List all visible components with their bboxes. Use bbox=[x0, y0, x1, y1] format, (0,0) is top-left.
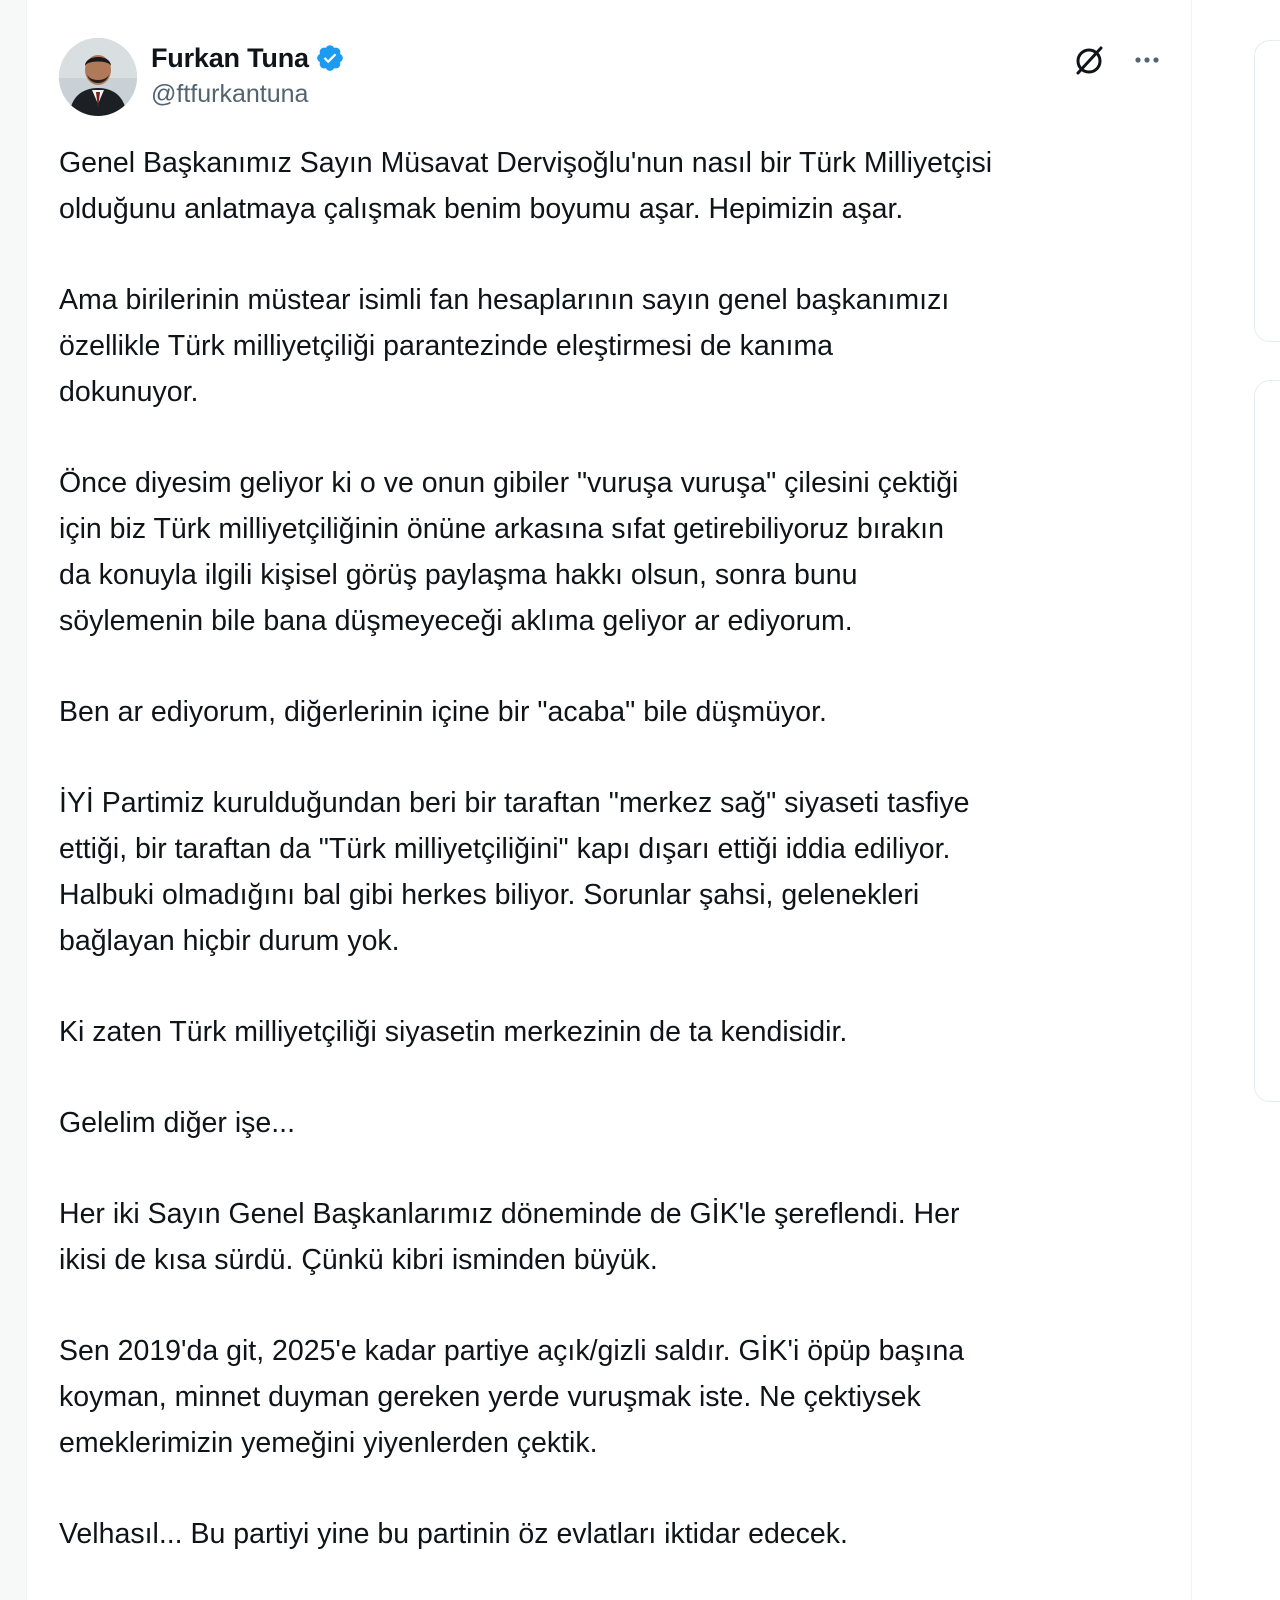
tweet-paragraph: Sen 2019'da git, 2025'e kadar partiye açık/gizli saldır. GİK'i öpüp başına koyman, minnet duyman gereken yerde vuruşmak iste. Ne çektiysek emeklerimizin yemeğini yiyenlerden çektik. bbox=[59, 1335, 965, 1459]
sidebar-card bbox=[1254, 40, 1280, 342]
header-actions bbox=[1071, 42, 1165, 78]
sidebar-card bbox=[1254, 380, 1280, 1102]
author-display-name[interactable]: Furkan Tuna bbox=[151, 42, 309, 73]
avatar[interactable] bbox=[59, 38, 137, 116]
tweet-paragraph: Velhasıl... Bu partiyi yine bu partinin öz evlatları iktidar edecek. bbox=[59, 1518, 848, 1550]
author-handle[interactable]: @ftfurkantuna bbox=[151, 80, 309, 108]
tweet-text bbox=[59, 140, 1169, 1600]
name-row bbox=[151, 40, 345, 76]
tweet-paragraph: Her iki Sayın Genel Başkanlarımız döneminde de GİK'le şereflendi. Her ikisi de kısa sürdü. Çünkü kibri isminden büyük. bbox=[59, 1198, 960, 1276]
tweet-paragraph: Ama birilerinin müstear isimli fan hesaplarının sayın genel başkanımızı özellikle Türk milliyetçiliği parantezinde eleştirmesi de kanıma dokunuyor. bbox=[59, 284, 950, 408]
avatar-photo-icon bbox=[59, 38, 137, 116]
tweet-paragraph: Ki zaten Türk milliyetçiliği siyasetin merkezinin de ta kendisidir. bbox=[59, 1016, 848, 1048]
right-sidebar bbox=[1192, 0, 1280, 1600]
tweet-paragraph: Gelelim diğer işe... bbox=[59, 1107, 296, 1139]
tweet-header bbox=[59, 38, 1165, 118]
tweet-paragraph: Önce diyesim geliyor ki o ve onun gibiler "vuruşa vuruşa" çilesini çektiği için biz Türk milliyetçiliğinin önüne arkasına sıfat getirebiliyoruz bırakın da konuyla ilgili kişisel görüş paylaşma hakkı olsun, sonra bunu söylemenin bile bana düşmeyeceği aklıma geliyor ar ediyorum. bbox=[59, 467, 959, 637]
tweet-paragraph: Genel Başkanımız Sayın Müsavat Dervişoğlu'nun nasıl bir Türk Milliyetçisi olduğunu anlatmaya çalışmak benim boyumu aşar. Hepimizin aşar. bbox=[59, 147, 993, 225]
tweet-column bbox=[26, 0, 1192, 1600]
tweet-paragraph: İYİ Partimiz kurulduğundan beri bir taraftan "merkez sağ" siyaseti tasfiye ettiği, bir taraftan da "Türk milliyetçiliğini" kapı dışarı ettiği iddia ediliyor. Halbuki olmadığını bal gibi herkes biliyor. Sorunlar şahsi, gelenekleri bağlayan hiçbir durum yok. bbox=[59, 787, 970, 957]
grok-icon[interactable] bbox=[1071, 42, 1107, 78]
verified-badge-icon[interactable] bbox=[315, 43, 345, 73]
author-info bbox=[151, 40, 345, 109]
more-horizontal-icon[interactable] bbox=[1129, 42, 1165, 78]
tweet-paragraph: Ben ar ediyorum, diğerlerinin içine bir "acaba" bile düşmüyor. bbox=[59, 696, 827, 728]
